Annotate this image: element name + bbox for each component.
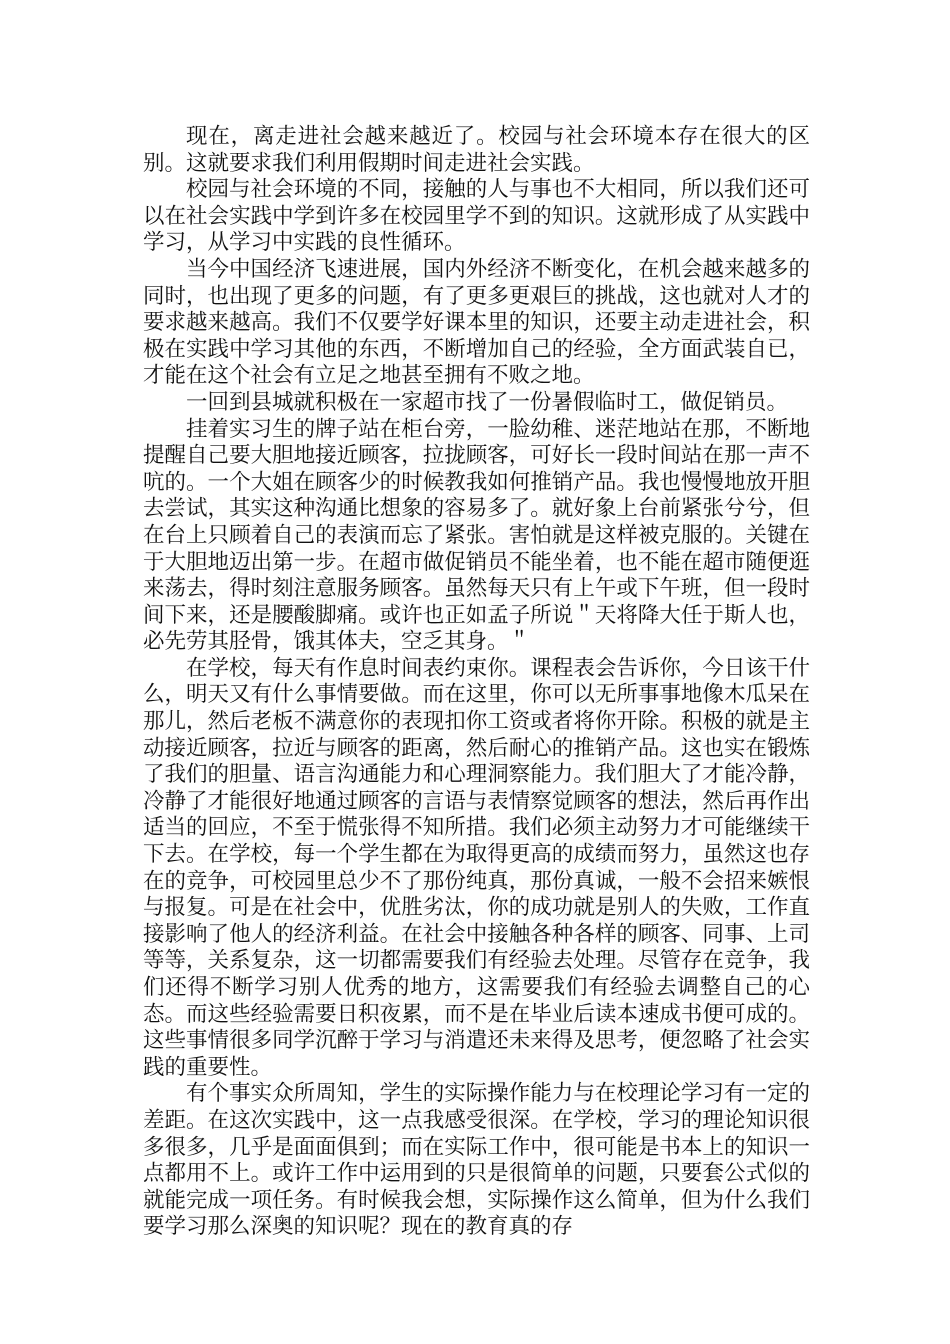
paragraph: 挂着实习生的牌子站在柜台旁，一脸幼稚、迷茫地站在那，不断地提醒自己要大胆地接近顾客，拉拢顾客，可好长一段时间站在那一声不吭的。一个大姐在顾客少的时候教我如何推销产品。我也慢慢地放开胆去尝试，其实这种沟通比想象的容易多了。就好象上台前紧张兮兮，但在台上只顾着自己的表演而忘了紧张。害怕就是这样被克服的。关键在于大胆地迈出第一步。在超市做促销员不能坐着，也不能在超市随便逛来荡去，得时刻注意服务顾客。虽然每天只有上午或下午班，但一段时间下来，还是腰酸脚痛。或许也正如孟子所说＂天将降大任于斯人也，必先劳其胫骨，饿其体夫，空乏其身。＂ xyxy=(143,416,810,655)
paragraph: 现在，离走进社会越来越近了。校园与社会环境本存在很大的区别。这就要求我们利用假期时间走进社会实践。 xyxy=(143,124,810,176)
paragraph: 当今中国经济飞速进展，国内外经济不断变化，在机会越来越多的同时，也出现了更多的问题，有了更多更艰巨的挑战，这也就对人才的要求越来越高。我们不仅要学好课本里的知识，还要主动走进社会，积极在实践中学习其他的东西，不断增加自己的经验，全方面武装自已，才能在这个社会有立足之地甚至拥有不败之地。 xyxy=(143,256,810,389)
paragraph: 有个事实众所周知，学生的实际操作能力与在校理论学习有一定的差距。在这次实践中，这一点我感受很深。在学校，学习的理论知识很多很多，几乎是面面俱到；而在实际工作中，很可能是书本上的知识一点都用不上。或许工作中运用到的只是很简单的问题，只要套公式似的就能完成一项任务。有时候我会想，实际操作这么简单，但为什么我们要学习那么深奥的知识呢？现在的教育真的存 xyxy=(143,1081,810,1240)
paragraph: 一回到县城就积极在一家超市找了一份暑假临时工，做促销员。 xyxy=(186,389,789,415)
paragraph: 校园与社会环境的不同，接触的人与事也不大相同，所以我们还可以在社会实践中学到许多在校园里学不到的知识。这就形成了从实践中学习，从学习中实践的良性循环。 xyxy=(143,177,810,256)
paragraph: 在学校，每天有作息时间表约束你。课程表会告诉你，今日该干什么，明天又有什么事情要做。而在这里，你可以无所事事地像木瓜呆在那儿，然后老板不满意你的表现扣你工资或者将你开除。积极的就是主动接近顾客，拉近与顾客的距离，然后耐心的推销产品。这也实在锻炼了我们的胆量、语言沟通能力和心理洞察能力。我们胆大了才能冷静，冷静了才能很好地通过顾客的言语与表情察觉顾客的想法，然后再作出适当的回应，不至于慌张得不知所措。我们必须主动努力才可能继续干下去。在学校，每一个学生都在为取得更高的成绩而努力，虽然这也存在的竞争，可校园里总少不了那份纯真，那份真诚，一般不会招来嫉恨与报复。可是在社会中，优胜劣汰，你的成功就是别人的失败，工作直接影响了他人的经济利益。在社会中接触各种各样的顾客、同事、上司等等，关系复杂，这一切都需要我们有经验去处理。尽管存在竞争，我们还得不断学习别人优秀的地方，这需要我们有经验去调整自己的心态。而这些经验需要日积夜累，而不是在毕业后读本速成书便可成的。这些事情很多同学沉醉于学习与消遣还未来得及思考，便忽略了社会实践的重要性。 xyxy=(143,655,810,1080)
document-body xyxy=(143,124,810,1241)
